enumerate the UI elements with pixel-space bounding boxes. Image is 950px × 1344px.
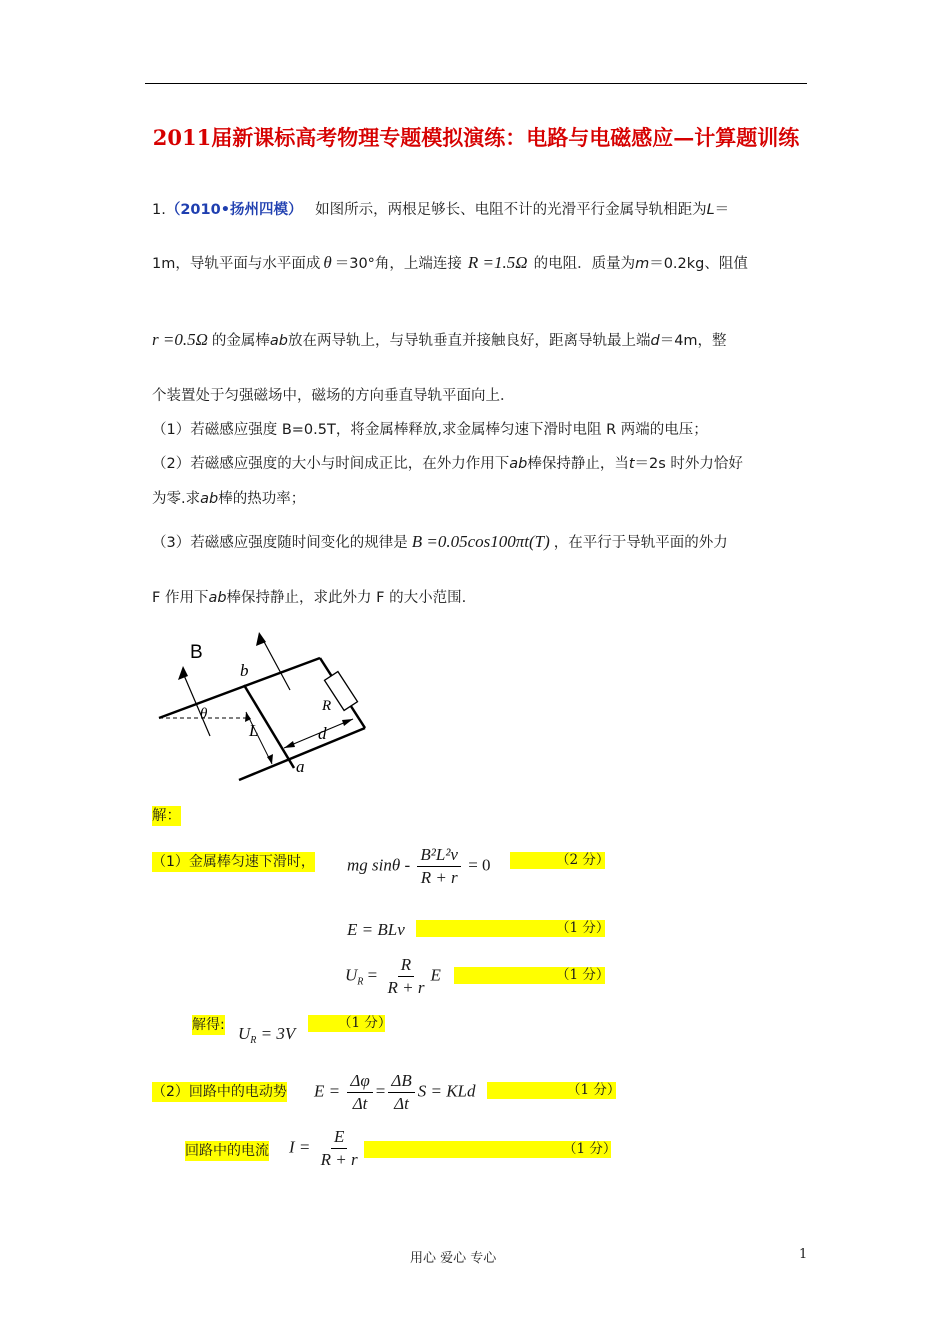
question-3-line-1: （3）若磁感应强度随时间变化的规律是 B =0.05cos100πt(T) ，在平行于导轨平面的外力	[152, 532, 728, 551]
problem-source: （2010•扬州四模）	[165, 202, 303, 218]
problem-line-4: 个装置处于匀强磁场中，磁场的方向垂直导轨平面向上．	[152, 388, 515, 404]
a-label: a	[296, 757, 305, 776]
B-field-formula: B =0.05cos100πt(T)	[411, 532, 550, 551]
rail-diagram	[150, 628, 385, 788]
problem-line-1: 1.（2010•扬州四模） 如图所示，两根足够长、电阻不计的光滑平行金属导轨相距为L＝	[152, 202, 730, 218]
B-arrow-left	[183, 673, 210, 736]
equation-force-balance: mg sinθ - $\frac{\text{B²L²v}}{R + r}$ = 0	[347, 845, 491, 887]
page-title: 2011届新课标高考物理专题模拟演练：电路与电磁感应—计算题训练	[152, 125, 800, 150]
question-3-line-2: F 作用下ab棒保持静止，求此外力 F 的大小范围.	[152, 590, 467, 606]
score-2: （1 分）	[556, 920, 610, 936]
equation-voltage: $U_R$ = $\frac{R}{R + r}$ E	[345, 955, 441, 997]
question-2-line-2: 为零.求ab棒的热功率；	[152, 491, 306, 507]
equation-emf-change: E = $\frac{\Delta\varphi}{\Delta t}$ = $\frac{\Delta B}{\Delta t}$ S = KLd	[314, 1071, 476, 1113]
solution-part-2-intro: （2）回路中的电动势	[152, 1084, 287, 1100]
solution-part-1-intro: （1）金属棒匀速下滑时，	[152, 854, 315, 870]
theta-label: θ	[200, 706, 208, 722]
B-arrowhead-left	[178, 666, 188, 680]
problem-text-1: 如图所示，两根足够长、电阻不计的光滑平行金属导轨相距为	[315, 202, 707, 218]
score-5: （1 分）	[567, 1082, 621, 1098]
question-2-line-1: （2）若磁感应强度的大小与时间成正比，在外力作用下ab棒保持静止，当t＝2s 时外力恰好	[152, 456, 743, 472]
solution-result-intro: 解得:	[192, 1017, 225, 1033]
resistance-R-value: R =1.5Ω	[467, 253, 528, 272]
solution-current-intro: 回路中的电流	[185, 1143, 269, 1159]
R-label: R	[322, 698, 332, 714]
score-4: （1 分）	[338, 1015, 392, 1031]
solution-label: 解：	[152, 808, 181, 824]
problem-number: 1.	[152, 202, 166, 218]
B-arrow-right	[262, 638, 290, 690]
B-label: B	[190, 642, 203, 663]
b-label: b	[240, 661, 249, 680]
score-1: （2 分）	[556, 852, 610, 868]
problem-line-2: 1m，导轨平面与水平面成 θ ＝30°角，上端连接 R =1.5Ω 的电阻．质量为m＝0.2kg、阻值	[152, 253, 748, 272]
problem-line-3: r =0.5Ω 的金属棒ab放在两导轨上，与导轨垂直并接触良好，距离导轨最上端d＝4m，整	[152, 330, 727, 349]
equation-current: I = $\frac{E}{R + r}$	[289, 1127, 358, 1169]
equation-result: $U_R = 3V$	[238, 1024, 296, 1046]
score-3: （1 分）	[556, 967, 610, 983]
footer-slogan: 用心 爱心 专心	[410, 1251, 497, 1266]
page-number: 1	[799, 1247, 808, 1262]
L-label: L	[249, 721, 259, 740]
theta-symbol: θ	[323, 253, 332, 272]
equation-emf: E = BLv	[347, 920, 405, 939]
resistance-r-value: r =0.5Ω	[152, 330, 208, 349]
header-rule	[145, 83, 807, 84]
question-1: （1）若磁感应强度 B=0.5T，将金属棒释放,求金属棒匀速下滑时电阻 R 两端的电压；	[152, 422, 708, 438]
d-label: d	[318, 724, 327, 743]
score-6: （1 分）	[563, 1141, 617, 1157]
